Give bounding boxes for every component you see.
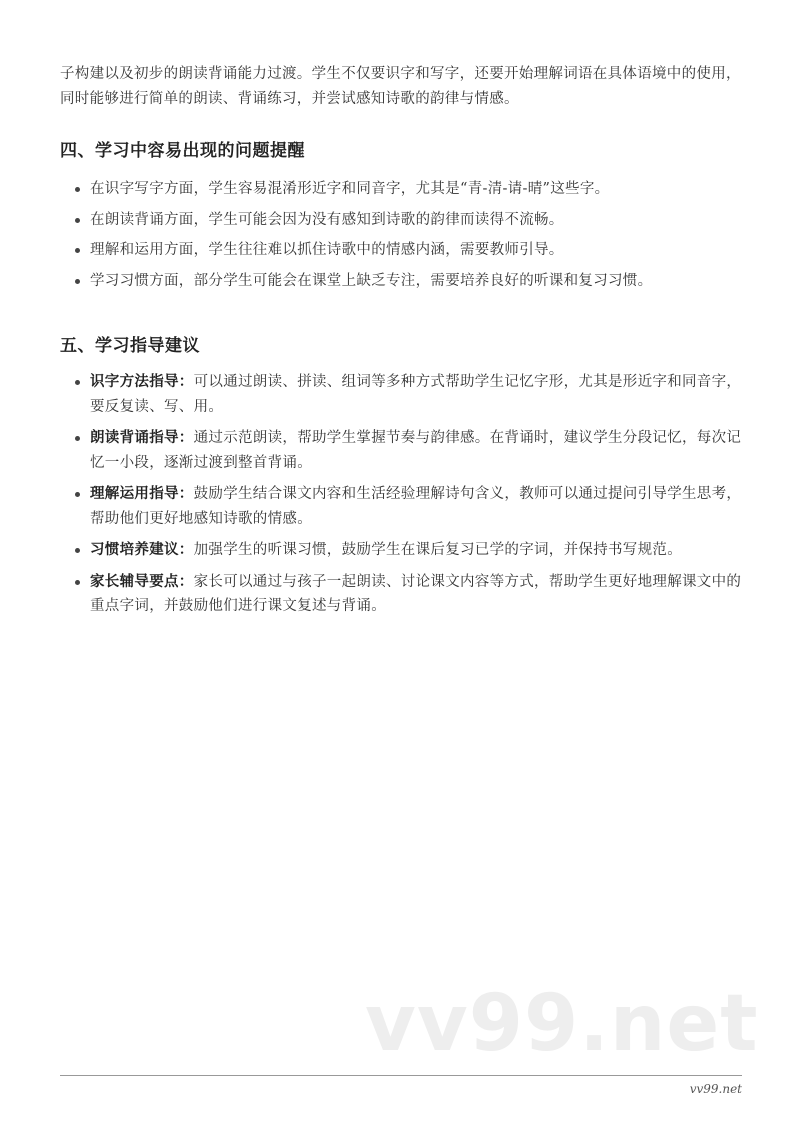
list-item-label: 识字方法指导： — [90, 374, 194, 390]
bullet-icon — [75, 548, 80, 553]
footer-divider — [60, 1075, 742, 1076]
list-item-label: 习惯培养建议： — [90, 542, 194, 558]
list-item — [72, 570, 742, 619]
bullet-icon — [75, 492, 80, 497]
list-item-text: 鼓励学生结合课文内容和生活经验理解诗句含义，教师可以通过提问引导学生思考，帮助他们更好地感知诗歌的情感。 — [90, 486, 742, 527]
bullet-icon — [75, 248, 80, 253]
list-item-text: 家长可以通过与孩子一起朗读、讨论课文内容等方式，帮助学生更好地理解课文中的重点字词，并鼓励他们进行课文复述与背诵。 — [90, 573, 742, 614]
list-item — [72, 426, 742, 475]
intro-paragraph: 子构建以及初步的朗读背诵能力过渡。学生不仅要识字和写字，还要开始理解词语在具体语境中的使用，同时能够进行简单的朗读、背诵练习，并尝试感知诗歌的韵律与情感。 — [60, 66, 741, 107]
guidance-list — [72, 370, 742, 626]
list-item-text: 通过示范朗读，帮助学生掌握节奏与韵律感。在背诵时，建议学生分段记忆，每次记忆一小段，逐渐过渡到整首背诵。 — [90, 430, 742, 471]
bullet-icon — [75, 380, 80, 385]
section-heading-problems: 四、学习中容易出现的问题提醒 — [60, 141, 305, 161]
list-item — [72, 269, 742, 294]
list-item-text: 加强学生的听课习惯，鼓励学生在课后复习已学的字词，并保持书写规范。 — [193, 542, 683, 558]
section-heading-guidance: 五、学习指导建议 — [60, 336, 200, 356]
list-item-text: 在识字写字方面，学生容易混淆形近字和同音字，尤其是“青-清-请-晴”这些字。 — [90, 181, 610, 197]
problems-list — [72, 177, 742, 299]
list-item-text: 学习习惯方面，部分学生可能会在课堂上缺乏专注，需要培养良好的听课和复习习惯。 — [90, 272, 653, 289]
bullet-icon — [75, 580, 80, 585]
list-item — [72, 370, 742, 419]
list-item — [72, 177, 742, 202]
bullet-icon — [75, 279, 80, 284]
list-item-label: 朗读背诵指导： — [90, 430, 194, 446]
footer-site-link[interactable]: vv99.net — [689, 1082, 742, 1096]
watermark: vv99.net — [365, 979, 759, 1069]
list-item — [72, 538, 742, 563]
list-item-text: 在朗读背诵方面，学生可能会因为没有感知到诗歌的韵律而读得不流畅。 — [90, 211, 564, 228]
list-item-text: 可以通过朗读、拼读、组词等多种方式帮助学生记忆字形，尤其是形近字和同音字，要反复读、写、用。 — [90, 374, 742, 415]
list-item-label: 理解运用指导： — [90, 486, 194, 502]
list-item-label: 家长辅导要点： — [90, 573, 194, 590]
bullet-icon — [75, 218, 80, 223]
bullet-icon — [75, 187, 80, 192]
list-item — [72, 238, 742, 263]
bullet-icon — [75, 436, 80, 441]
list-item — [72, 482, 742, 531]
list-item — [72, 208, 742, 233]
list-item-text: 理解和运用方面，学生往往难以抓住诗歌中的情感内涵，需要教师引导。 — [90, 242, 564, 258]
